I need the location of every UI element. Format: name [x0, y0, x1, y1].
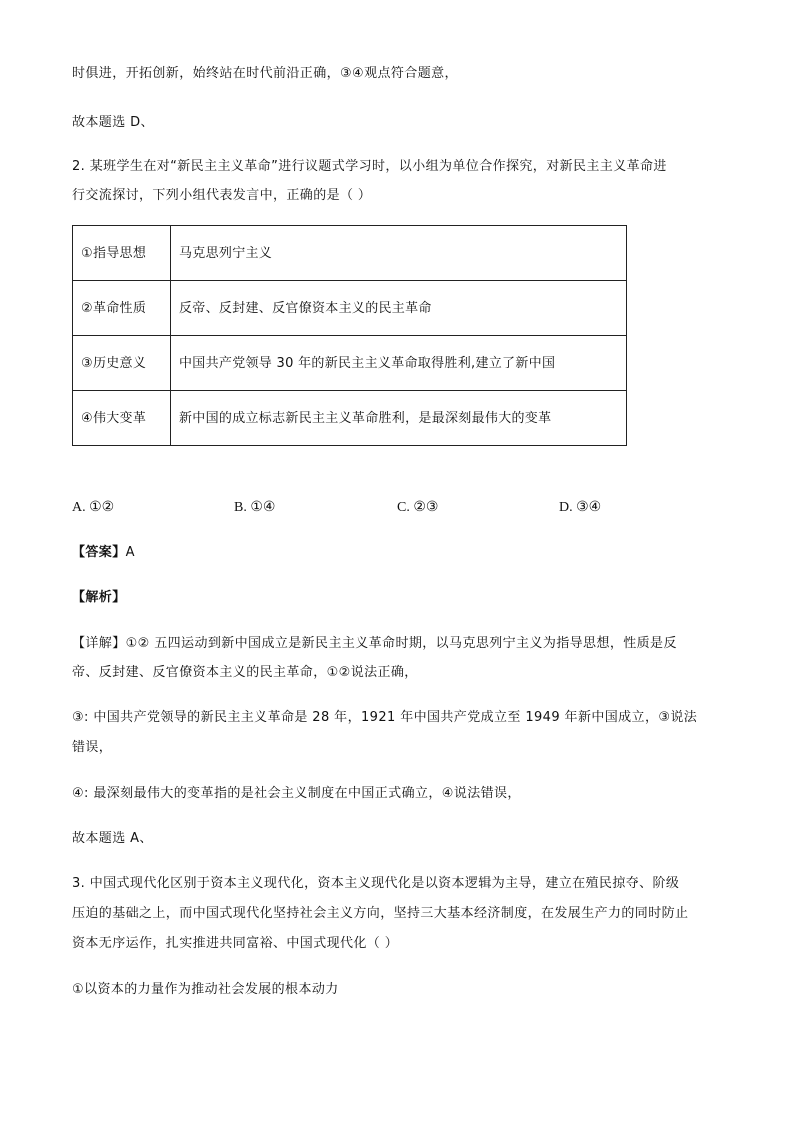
table-row	[73, 226, 627, 281]
question-2-table	[72, 225, 627, 446]
table-cell-value: 马克思列宁主义	[171, 226, 627, 281]
table-cell-key: ④伟大变革	[73, 391, 171, 446]
table-cell-key: ①指导思想	[73, 226, 171, 281]
question-3-stem: 压迫的基础之上，而中国式现代化坚持社会主义方向，坚持三大基本经济制度，在发展生产力的同时防止	[72, 906, 689, 921]
detail-line: 错误，	[72, 740, 113, 755]
detail-line: ④: 最深刻最伟大的变革指的是社会主义制度在中国正式确立，④说法错误，	[72, 786, 521, 801]
analysis-label: 【解析】	[72, 590, 126, 605]
detail-line: 【详解】①② 五四运动到新中国成立是新民主主义革命时期，以马克思列宁主义为指导思想，性质是反	[72, 636, 677, 651]
table-cell-value: 反帝、反封建、反官僚资本主义的民主革命	[171, 281, 627, 336]
table-cell-value: 新中国的成立标志新民主主义革命胜利，是最深刻最伟大的变革	[171, 391, 627, 446]
answer-label: 【答案】	[72, 545, 126, 560]
table-cell-key: ③历史意义	[73, 336, 171, 391]
question-3-stem: 资本无序运作，扎实推进共同富裕、中国式现代化（ ）	[72, 936, 399, 951]
table-cell-value: 中国共产党领导 30 年的新民主主义革命取得胜利,建立了新中国	[171, 336, 627, 391]
detail-line: 帝、反封建、反官僚资本主义的民主革命，①②说法正确，	[72, 665, 418, 680]
detail-line: ③: 中国共产党领导的新民主主义革命是 28 年，1921 年中国共产党成立至 1949 年新中国成立，③说法	[72, 710, 698, 725]
table-row	[73, 281, 627, 336]
question-2-stem: 2. 某班学生在对“新民主主义革命”进行议题式学习时，以小组为单位合作探究，对新民主主义革命进	[72, 159, 667, 174]
option-d: D. ③④	[559, 500, 602, 515]
answer-value: A	[125, 545, 135, 560]
text-line: 时俱进，开拓创新，始终站在时代前沿正确，③④观点符合题意，	[72, 66, 458, 81]
option-b: B. ①④	[234, 500, 276, 515]
option-a: A. ①②	[72, 500, 115, 515]
question-3-item: ①以资本的力量作为推动社会发展的根本动力	[72, 982, 339, 997]
option-c: C. ②③	[397, 500, 439, 515]
question-3-stem: 3. 中国式现代化区别于资本主义现代化，资本主义现代化是以资本逻辑为主导，建立在殖民掠夺、阶级	[72, 876, 680, 891]
table-row	[73, 336, 627, 391]
question-2-stem: 行交流探讨，下列小组代表发言中，正确的是（ ）	[72, 188, 372, 203]
text-line: 故本题选 D、	[72, 115, 154, 130]
answer-line	[72, 546, 135, 559]
table-row	[73, 391, 627, 446]
detail-line: 故本题选 A、	[72, 831, 153, 846]
table-cell-key: ②革命性质	[73, 281, 171, 336]
